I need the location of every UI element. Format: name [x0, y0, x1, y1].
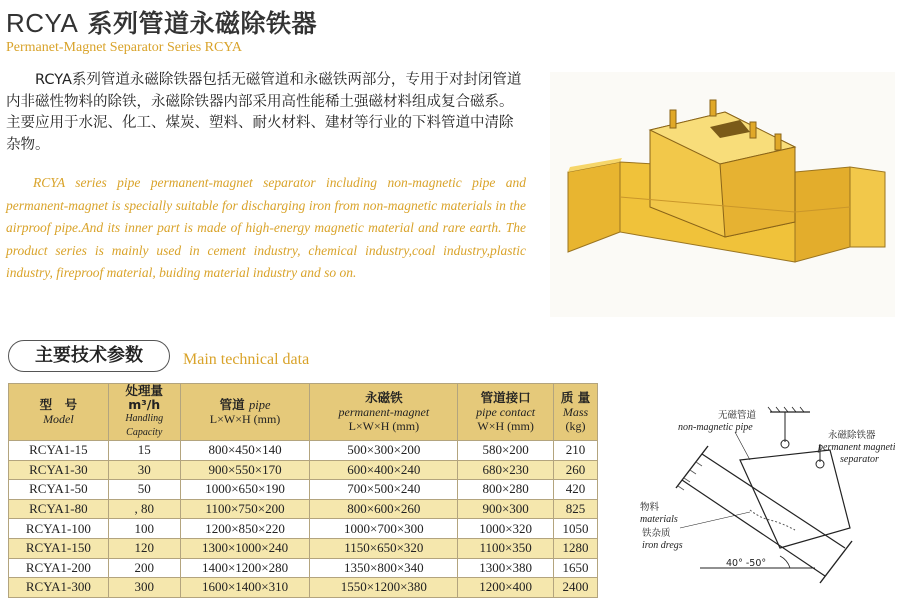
section-title-en: Main technical data — [183, 351, 310, 368]
intro-chinese: RCYA系列管道永磁除铁器包括无磁管道和永磁铁两部分，专用于对封闭管道内非磁性物料的除铁，永磁除铁器内部采用高性能稀土强磁材料组成复合磁系。主要应用于水泥、化工、煤炭、塑料、耐火材料、建材等行业的下料管道中清除杂物。 — [6, 72, 522, 153]
diagram-pipe-en: non-magnetic pipe — [678, 422, 753, 433]
title-cn: 系列管道永磁除铁器 — [87, 9, 318, 38]
header-magnet: 永磁铁 permanent-magnet L×W×H (mm) — [310, 384, 458, 441]
table-row: RCYA1-300 300 1600×1400×310 1550×1200×380 1200×400 2400 — [9, 578, 598, 598]
header-pipe-cn: 管道 pipe — [219, 397, 271, 412]
table-row: RCYA1-30 30 900×550×170 600×400×240 680×230 260 — [9, 460, 598, 480]
table-row: RCYA1-50 50 1000×650×190 700×500×240 800×280 420 — [9, 480, 598, 500]
header-mass: 质 量 Mass (kg) — [554, 384, 598, 441]
product-photo — [550, 72, 895, 317]
page-title — [6, 4, 317, 40]
header-model: 型 号 Model — [9, 384, 109, 441]
diagram-dregs-en: iron dregs — [642, 540, 683, 551]
header-contact: 管道接口 pipe contact W×H (mm) — [458, 384, 554, 441]
title-latin: RCYA — [6, 8, 79, 38]
header-pipe: 管道 pipe L×W×H (mm) — [180, 384, 310, 441]
diagram-magnet-en-2: separator — [840, 454, 879, 465]
installation-diagram — [640, 398, 895, 588]
diagram-magnet-cn: 永磁除铁器 — [828, 430, 876, 441]
table-row: RCYA1-100 100 1200×850×220 1000×700×300 1000×320 1050 — [9, 519, 598, 539]
diagram-materials-cn: 物料 — [640, 502, 660, 513]
table-row: RCYA1-200 200 1400×1200×280 1350×800×340 1300×380 1650 — [9, 558, 598, 578]
section-title-cn: 主要技术参数 — [8, 340, 170, 372]
diagram-magnet-en-1: permanent magnetic — [818, 442, 895, 453]
diagram-dregs-cn: 铁杂质 — [642, 528, 671, 539]
page-subtitle: Permanet-Magnet Separator Series RCYA — [6, 40, 242, 55]
table-row: RCYA1-15 15 800×450×140 500×300×200 580×200 210 — [9, 441, 598, 461]
diagram-angle: 40° -50° — [726, 558, 767, 569]
intro-english: RCYA series pipe permanent-magnet separator including non-magnetic pipe and permanent-magnet is specially suitable for discharging iron from non-magnetic materials in the airproof pipe.And its inner part is made of high-energy magnetic material and rare earth. The product series is mainly used in cement industry, chemical industry,coal industry,plastic industry, fireproof material, buiding material industry and so on. — [6, 175, 526, 280]
spec-table — [8, 383, 598, 598]
header-capacity: 处理量 m³/h Handling Capacity — [108, 384, 180, 441]
table-header-row — [9, 384, 598, 441]
diagram-materials-en: materials — [640, 514, 678, 525]
table-row: RCYA1-150 120 1300×1000×240 1150×650×320 1100×350 1280 — [9, 538, 598, 558]
diagram-pipe-cn: 无磁管道 — [718, 410, 757, 421]
table-row: RCYA1-80 , 80 1100×750×200 800×600×260 900×300 825 — [9, 499, 598, 519]
